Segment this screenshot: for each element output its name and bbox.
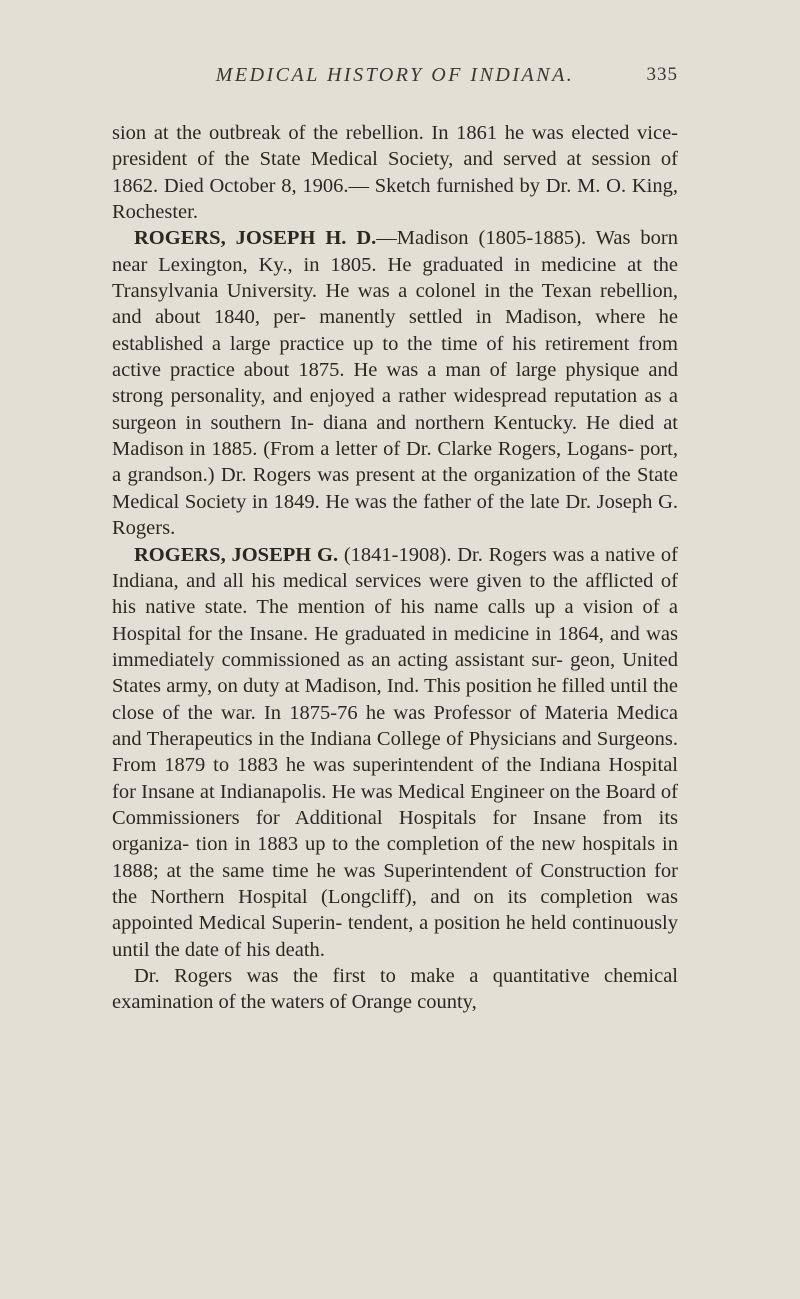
running-title: MEDICAL HISTORY OF INDIANA.	[215, 64, 575, 86]
running-head	[112, 64, 678, 94]
continuation-paragraph: sion at the outbreak of the rebellion. In 1861 he was elected vice-president of the State Medical Society, and served at session of 1862. Died October 8, 1906.— Sketch furnished by Dr. M. O. King, Rochester.	[112, 122, 678, 224]
page-number: 335	[646, 64, 678, 85]
entry-name: ROGERS, JOSEPH H. D.	[134, 227, 377, 250]
entry-text: (1841-1908). Dr. Rogers was a native of Indiana, and all his medical services were given to the afflicted of his native state. The mention of his name calls up a vision of a Hospital for the Insane. He graduated in medicine in 1864, and was immediately commissioned as an acting assistant sur- geon, United States army, on duty at Madison, Ind. This position he filled until the close of the war. In 1875-76 he was Professor of Materia Medica and Therapeutics in the Indiana College of Physicians and Surgeons. From 1879 to 1883 he was superintendent of the Indiana Hospital for Insane at Indianapolis. He was Medical Engineer on the Board of Commissioners for Additional Hospitals for Insane from its organiza- tion in 1883 up to the completion of the new hospitals in 1888; at the same time he was Superintendent of Construction for the Northern Hospital (Longcliff), and on its completion was appointed Medical Superin- tendent, a position he held continuously until the date of his death.	[112, 543, 678, 961]
body-text	[112, 120, 678, 1016]
entry-text: —Madison (1805-1885). Was born near Lexington, Ky., in 1805. He graduated in medicine at the Transylvania University. He was a colonel in the Texan rebellion, and about 1840, per- manently settled in Madison, where he established a large practice up to the time of his retirement from active practice about 1875. He was a man of large physique and strong personality, and enjoyed a rather widespread reputation as a surgeon in southern In- diana and northern Kentucky. He died at Madison in 1885. (From a letter of Dr. Clarke Rogers, Logans- port, a grandson.) Dr. Rogers was present at the organization of the State Medical Society in 1849. He was the father of the late Dr. Joseph G. Rogers.	[112, 227, 678, 540]
entry-rogers-joseph-h	[112, 225, 678, 541]
entry-rogers-joseph-g	[112, 542, 678, 964]
final-paragraph: Dr. Rogers was the first to make a quantitative chemical examination of the waters of Orange county,	[112, 965, 678, 1014]
entry-name: ROGERS, JOSEPH G.	[134, 543, 339, 566]
